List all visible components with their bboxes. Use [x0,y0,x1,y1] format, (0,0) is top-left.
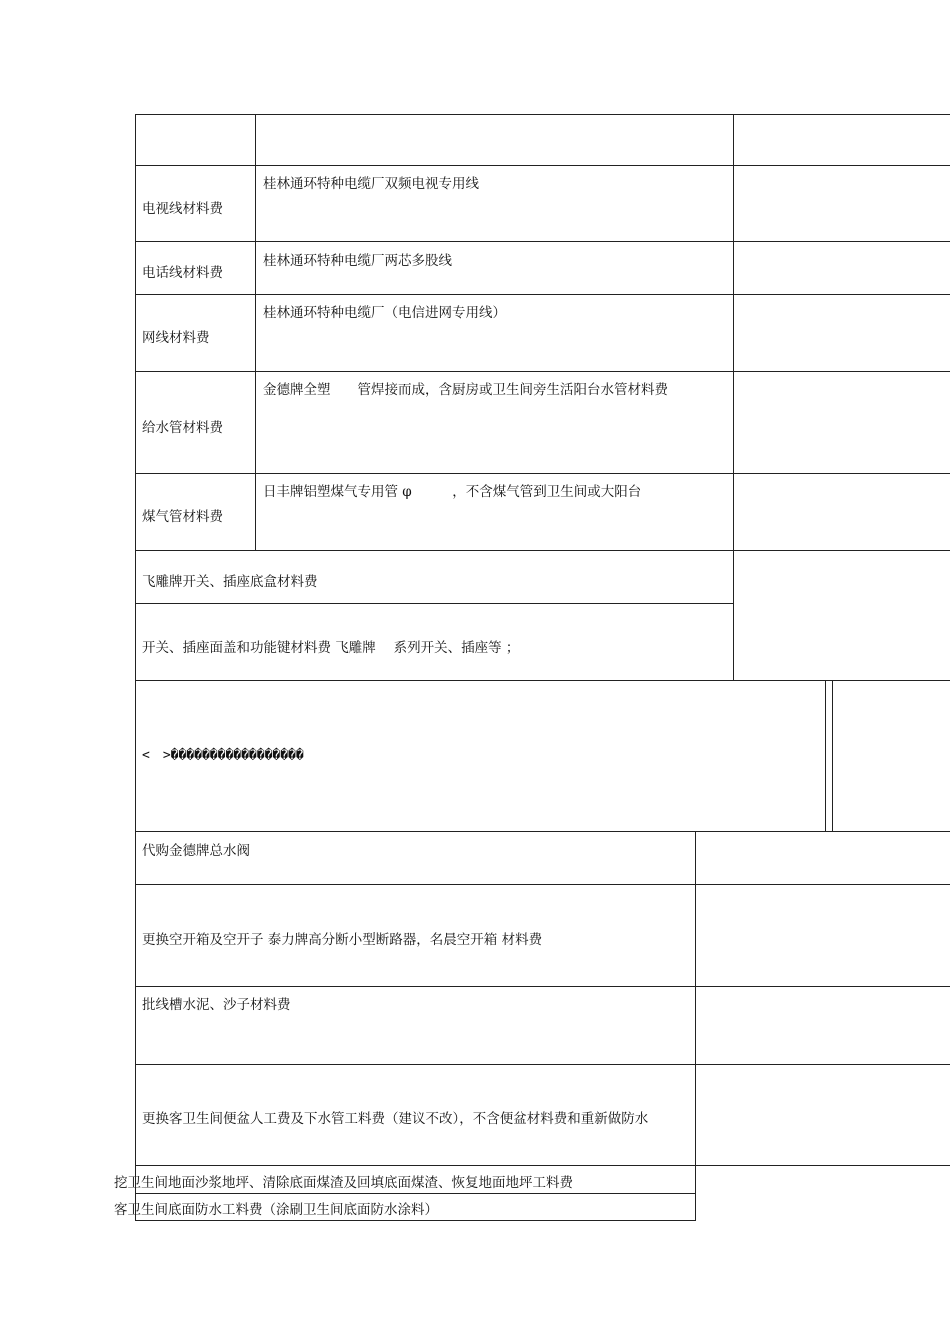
item-name: 给水管材料费 [142,420,223,436]
item-description: 开关、插座面盖和功能键材料费 飞雕牌 系列开关、插座等 ； [142,640,520,656]
table-rule [135,371,950,372]
item-description: 更换空开箱及空开子 泰力牌高分断小型断路器，名晨空开箱 材料费 [142,932,543,948]
table-rule [255,114,256,551]
item-name: 煤气管材料费 [142,509,223,525]
item-description: 挖卫生间地面沙浆地坪、清除底面煤渣及回填底面煤渣、恢复地面地坪工料费 [114,1175,573,1191]
item-description: 代购金德牌总水阀 [142,843,250,859]
table-rule [135,165,950,166]
table-rule [832,680,833,832]
table-rule [135,986,950,987]
item-description: 飞雕牌开关、插座底盒材料费 [142,574,318,590]
item-description: 更换客卫生间便盆人工费及下水管工料费（建议不改），不含便盆材料费和重新做防水 [142,1111,649,1127]
table-rule [135,241,950,242]
item-description: 桂林通环特种电缆厂两芯多股线 [263,253,452,269]
item-name: 电视线材料费 [142,201,223,217]
table-rule [135,1064,950,1065]
table-rule [135,1220,696,1221]
item-description: 金德牌全塑 管焊接而成，含厨房或卫生间旁生活阳台水管材料费 [263,382,668,398]
table-rule [695,831,696,1221]
garbled-text: < >����������������� [142,748,304,763]
table-rule [135,680,950,681]
item-description: 桂林通环特种电缆厂（电信进网专用线） [263,305,506,321]
table-rule [135,884,950,885]
table-rule [135,603,733,604]
table-rule [135,1193,696,1194]
table-rule [135,473,950,474]
table-rule [135,1165,950,1166]
table-rule [135,294,950,295]
item-name: 网线材料费 [142,330,210,346]
item-description: 日丰牌铝塑煤气专用管 φ ，不含煤气管到卫生间或大阳台 [263,484,642,500]
item-description: 客卫生间底面防水工料费（涂刷卫生间底面防水涂料） [114,1202,438,1218]
item-description: 批线槽水泥、沙子材料费 [142,997,291,1013]
table-rule [135,114,950,115]
item-description: 桂林通环特种电缆厂双频电视专用线 [263,176,479,192]
table-rule [135,114,136,1221]
table-rule [733,114,734,681]
table-rule [135,550,950,551]
table-rule [825,680,826,832]
item-name: 电话线材料费 [142,265,223,281]
table-rule [135,831,950,832]
